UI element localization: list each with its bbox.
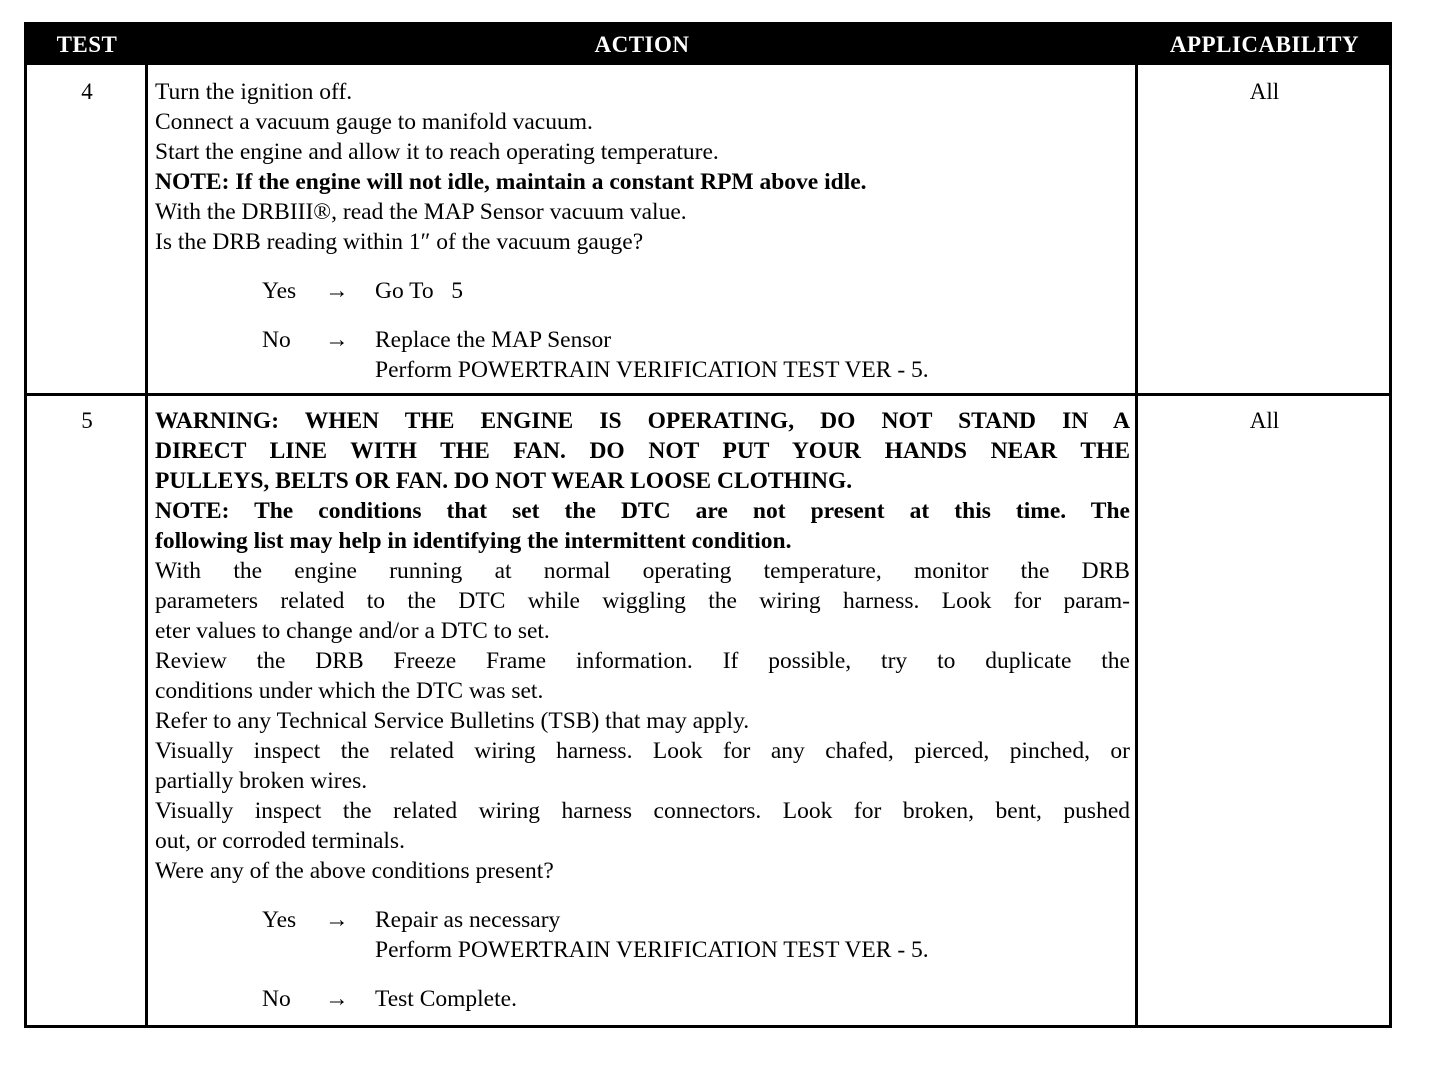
table-header	[27, 25, 1389, 65]
no-result-followup: Perform POWERTRAIN VERIFICATION TEST VER - 5.	[375, 357, 929, 383]
action-line: Refer to any Technical Service Bulletins (TSB) that may apply.	[155, 708, 750, 734]
no-outcome	[155, 984, 1130, 1014]
action-cell	[155, 406, 1130, 1014]
action-line: Start the engine and allow it to reach operating temperature.	[155, 139, 719, 165]
table-row	[27, 67, 1389, 393]
action-line: out, or corroded terminals.	[155, 828, 405, 854]
action-line: With the DRBIII®, read the MAP Sensor vacuum value.	[155, 199, 687, 225]
question-line: Were any of the above conditions present?	[155, 858, 554, 884]
action-cell	[155, 77, 1130, 385]
header-applicability: APPLICABILITY	[1169, 32, 1360, 57]
action-line: Visually inspect the related wiring harness. Look for any chafed, pierced, pinched, or	[155, 738, 1130, 764]
header-test: TEST	[56, 32, 118, 57]
test-number: 4	[81, 79, 93, 104]
arrow-icon: →	[325, 278, 349, 304]
yes-outcome	[155, 276, 1130, 306]
arrow-icon: →	[325, 907, 349, 933]
header-action: ACTION	[594, 32, 690, 57]
yes-result: Repair as necessary	[375, 907, 561, 933]
applicability-value: All	[1249, 79, 1280, 104]
yes-label: Yes	[262, 907, 297, 933]
arrow-icon: →	[325, 986, 349, 1012]
applicability-value: All	[1249, 408, 1280, 433]
no-outcome	[155, 325, 1130, 385]
test-number: 5	[81, 408, 93, 433]
note-line: NOTE: The conditions that set the DTC are not present at this time. The	[155, 498, 1130, 524]
action-line: conditions under which the DTC was set.	[155, 678, 544, 704]
no-result: Test Complete.	[375, 986, 517, 1012]
question-line: Is the DRB reading within 1″ of the vacuum gauge?	[155, 229, 644, 255]
no-label: No	[262, 327, 291, 353]
yes-outcome	[155, 905, 1130, 965]
action-line: partially broken wires.	[155, 768, 368, 794]
action-line: eter values to change and/or a DTC to set.	[155, 618, 550, 644]
action-line: Turn the ignition off.	[155, 79, 353, 105]
yes-result: Go To 5	[375, 278, 464, 304]
warning-line: PULLEYS, BELTS OR FAN. DO NOT WEAR LOOSE CLOTHING.	[155, 468, 853, 494]
yes-result-followup: Perform POWERTRAIN VERIFICATION TEST VER - 5.	[375, 937, 929, 963]
no-result: Replace the MAP Sensor	[375, 327, 612, 353]
action-line: With the engine running at normal operating temperature, monitor the DRB	[155, 558, 1130, 584]
warning-line: WARNING: WHEN THE ENGINE IS OPERATING, DO NOT STAND IN A	[155, 408, 1130, 434]
warning-line: DIRECT LINE WITH THE FAN. DO NOT PUT YOUR HANDS NEAR THE	[155, 438, 1130, 464]
table-row	[27, 396, 1389, 1026]
action-line: parameters related to the DTC while wiggling the wiring harness. Look for param-	[155, 588, 1130, 614]
arrow-icon: →	[325, 327, 349, 353]
action-line: Review the DRB Freeze Frame information. If possible, try to duplicate the	[155, 648, 1130, 674]
no-label: No	[262, 986, 291, 1012]
action-line: Visually inspect the related wiring harness connectors. Look for broken, bent, pushed	[155, 798, 1130, 824]
diagnostic-test-table	[24, 22, 1392, 1028]
action-line: Connect a vacuum gauge to manifold vacuum.	[155, 109, 593, 135]
yes-label: Yes	[262, 278, 297, 304]
note-line: following list may help in identifying the intermittent condition.	[155, 528, 792, 554]
note-line: NOTE: If the engine will not idle, maintain a constant RPM above idle.	[155, 169, 867, 195]
